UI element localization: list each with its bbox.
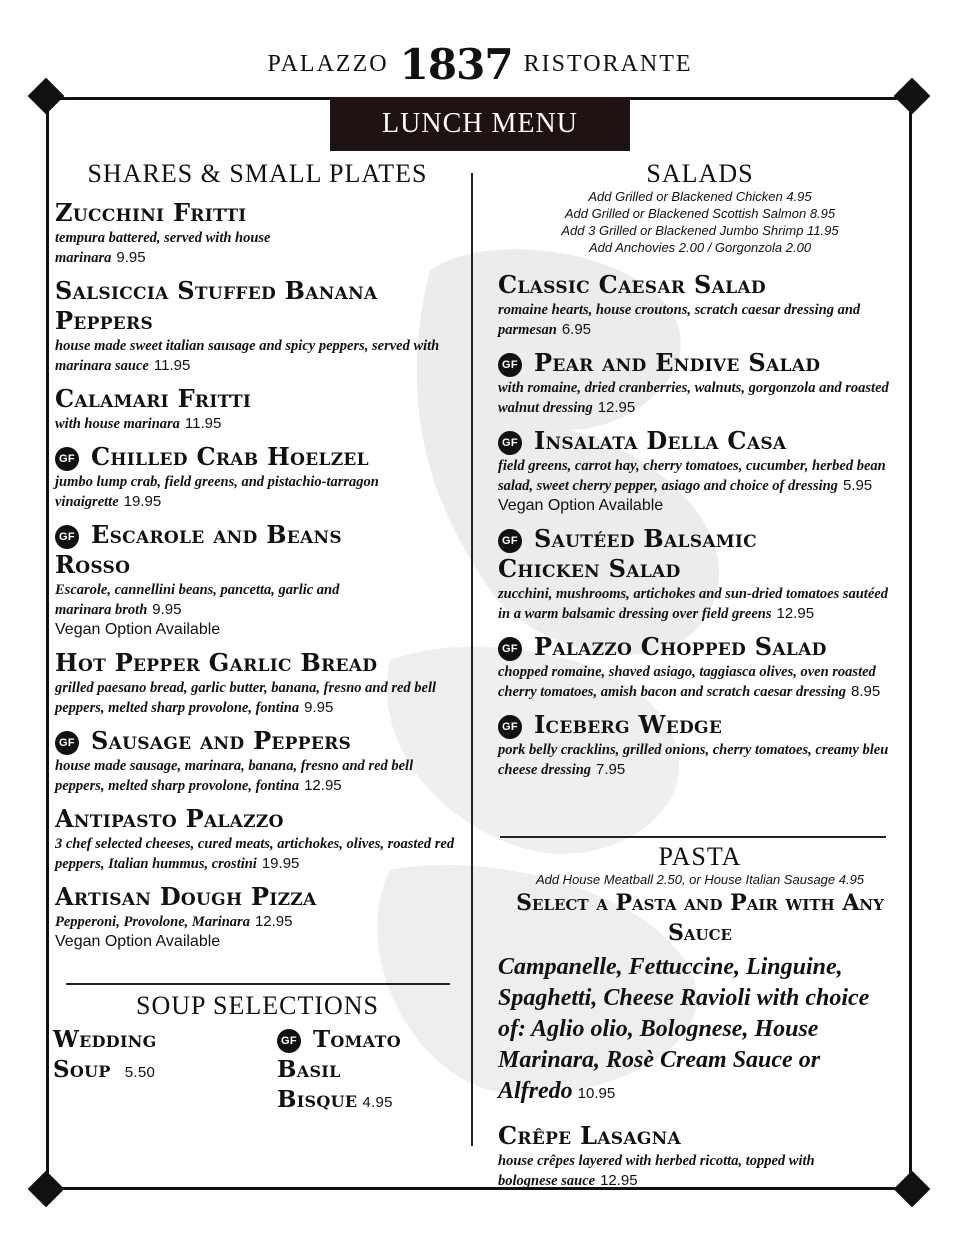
salads-title: SALADS xyxy=(646,159,754,188)
item-desc: house crêpes layered with herbed ricotta, topped with bolognese sauce xyxy=(498,1153,815,1189)
gluten-free-icon: GF xyxy=(498,353,522,377)
soup-name-line1: Wedding xyxy=(53,1026,157,1053)
item-name: Classic Caesar Salad xyxy=(498,270,766,299)
menu-item xyxy=(498,270,902,340)
item-name: Zucchini Fritti xyxy=(55,198,247,227)
gluten-free-icon: GF xyxy=(498,529,522,553)
item-price: 11.95 xyxy=(184,415,222,432)
item-price: 11.95 xyxy=(153,357,191,374)
item-desc: with romaine, dried cranberries, walnuts, gorgonzola and roasted walnut dressing xyxy=(498,380,889,416)
soup-title: SOUP SELECTIONS xyxy=(135,991,379,1020)
soup-item xyxy=(277,1025,467,1118)
soup-name-line1: Tomato xyxy=(313,1026,401,1053)
salad-addon: Add Grilled or Blackened Scottish Salmon 8.95 xyxy=(564,206,836,221)
item-price: 8.95 xyxy=(851,683,881,700)
gluten-free-icon: GF xyxy=(55,731,79,755)
menu-item xyxy=(498,426,902,516)
soup-item xyxy=(53,1025,253,1088)
pasta-addon: Add House Meatball 2.50, or House Italian Sausage 4.95 xyxy=(535,872,865,887)
shares-title: SHARES & SMALL PLATES xyxy=(87,159,428,188)
item-name: Escarole and Beans Rosso xyxy=(55,520,342,579)
salad-addon: Add Anchovies 2.00 / Gorgonzola 2.00 xyxy=(588,240,812,255)
pasta-price: 10.95 xyxy=(577,1085,616,1102)
vegan-note: Vegan Option Available xyxy=(55,621,221,638)
item-desc: field greens, carrot hay, cherry tomatoes, cucumber, herbed bean salad, sweet cherry pepper, asiago and choice of dressing xyxy=(498,458,886,494)
menu-item xyxy=(55,198,460,268)
menu-item xyxy=(498,710,902,780)
menu-item xyxy=(55,520,460,640)
gluten-free-icon: GF xyxy=(55,447,79,471)
item-desc: with house marinara xyxy=(55,416,180,432)
header-left-word: PALAZZO xyxy=(267,51,389,77)
menu-item xyxy=(55,882,460,952)
pasta-list: Campanelle, Fettuccine, Linguine, Spaghetti, Cheese Ravioli with choice of: Aglio olio, Bolognese, House Marinara, Rosè Cream Sauce or Alfredo xyxy=(498,954,870,1104)
soup-divider xyxy=(66,983,450,985)
pasta-section xyxy=(498,843,902,1191)
item-desc: pork belly cracklins, grilled onions, cherry tomatoes, creamy bleu cheese dressing xyxy=(498,742,889,778)
shares-column xyxy=(55,160,460,952)
item-desc: zucchini, mushrooms, artichokes and sun-dried tomatoes sautéed in a warm balsamic dressing over field greens xyxy=(498,586,888,622)
item-desc: grilled paesano bread, garlic butter, banana, fresno and red bell peppers, melted sharp provolone, fontina xyxy=(55,680,437,716)
item-price: 9.95 xyxy=(304,699,334,716)
gluten-free-icon: GF xyxy=(498,637,522,661)
pasta-subtitle: Select a Pasta and Pair with Any Sauce xyxy=(516,890,884,946)
menu-item xyxy=(498,348,902,418)
vegan-note: Vegan Option Available xyxy=(498,497,664,514)
item-name: Sautéed Balsamic Chicken Salad xyxy=(498,524,758,583)
item-name: Insalata Della Casa xyxy=(534,426,787,455)
soup-name-line3: Bisque xyxy=(277,1086,358,1113)
item-name: Crêpe Lasagna xyxy=(498,1121,681,1150)
item-desc: jumbo lump crab, field greens, and pistachio-tarragon vinaigrette xyxy=(55,474,379,510)
soup-name-line2: Basil xyxy=(277,1056,341,1083)
item-desc: Pepperoni, Provolone, Marinara xyxy=(55,914,250,930)
item-name: Iceberg Wedge xyxy=(534,710,723,739)
item-desc: Escarole, cannellini beans, pancetta, garlic and marinara broth xyxy=(55,582,340,618)
restaurant-header xyxy=(0,40,960,89)
soup-name-line2: Soup xyxy=(53,1056,111,1083)
item-price: 6.95 xyxy=(561,321,592,338)
header-year: 1837 xyxy=(399,40,513,89)
item-price: 9.95 xyxy=(116,249,146,266)
menu-item xyxy=(498,524,902,624)
soup-price: 4.95 xyxy=(362,1094,393,1111)
item-desc: romaine hearts, house croutons, scratch caesar dressing and parmesan xyxy=(498,302,861,338)
item-desc: 3 chef selected cheeses, cured meats, artichokes, olives, roasted red peppers, Italian hummus, crostini xyxy=(55,836,455,872)
item-desc: chopped romaine, shaved asiago, taggiasca olives, oven roasted cherry tomatoes, amish bacon and scratch caesar dressing xyxy=(498,664,876,700)
item-price: 5.95 xyxy=(842,477,873,494)
item-name: Sausage and Peppers xyxy=(91,726,352,755)
item-desc: tempura battered, served with house marinara xyxy=(55,230,271,266)
item-desc: house made sweet italian sausage and spicy peppers, served with marinara sauce xyxy=(55,338,440,374)
item-price: 19.95 xyxy=(123,493,162,510)
menu-item xyxy=(55,804,460,874)
item-price: 7.95 xyxy=(596,761,626,778)
item-desc: house made sausage, marinara, banana, fresno and red bell peppers, melted sharp provolone, fontina xyxy=(55,758,414,794)
item-name: Palazzo Chopped Salad xyxy=(534,632,827,661)
item-name: Salsiccia Stuffed Banana Peppers xyxy=(55,276,378,335)
item-name: Pear and Endive Salad xyxy=(534,348,821,377)
soup-price: 5.50 xyxy=(124,1064,156,1081)
gluten-free-icon: GF xyxy=(498,715,522,739)
item-price: 12.95 xyxy=(304,777,342,794)
menu-item xyxy=(55,276,460,376)
lunch-menu-banner: LUNCH MENU xyxy=(330,97,630,151)
item-name: Antipasto Palazzo xyxy=(55,804,284,833)
menu-item xyxy=(55,648,460,718)
vegan-note: Vegan Option Available xyxy=(55,933,221,950)
gluten-free-icon: GF xyxy=(277,1029,301,1053)
menu-item xyxy=(55,442,460,512)
pasta-divider xyxy=(500,836,886,838)
gluten-free-icon: GF xyxy=(498,431,522,455)
item-price: 12.95 xyxy=(776,605,815,622)
item-name: Chilled Crab Hoelzel xyxy=(91,442,369,471)
menu-item xyxy=(55,384,460,434)
menu-item xyxy=(498,1121,902,1191)
column-divider xyxy=(471,173,473,1146)
item-price: 12.95 xyxy=(597,399,636,416)
item-price: 12.95 xyxy=(254,913,293,930)
item-price: 19.95 xyxy=(261,855,300,872)
header-right-word: RISTORANTE xyxy=(523,51,693,77)
salad-addon: Add Grilled or Blackened Chicken 4.95 xyxy=(588,189,812,204)
salad-addon: Add 3 Grilled or Blackened Jumbo Shrimp 11.95 xyxy=(561,223,839,238)
item-name: Artisan Dough Pizza xyxy=(55,882,317,911)
item-price: 12.95 xyxy=(600,1172,638,1189)
item-price: 9.95 xyxy=(152,601,182,618)
item-name: Calamari Fritti xyxy=(55,384,252,413)
soup-section xyxy=(55,992,460,1020)
pasta-title: PASTA xyxy=(658,842,742,871)
menu-item xyxy=(498,632,902,702)
menu-item xyxy=(55,726,460,796)
salads-column xyxy=(498,160,902,780)
item-name: Hot Pepper Garlic Bread xyxy=(55,648,378,677)
gluten-free-icon: GF xyxy=(55,525,79,549)
